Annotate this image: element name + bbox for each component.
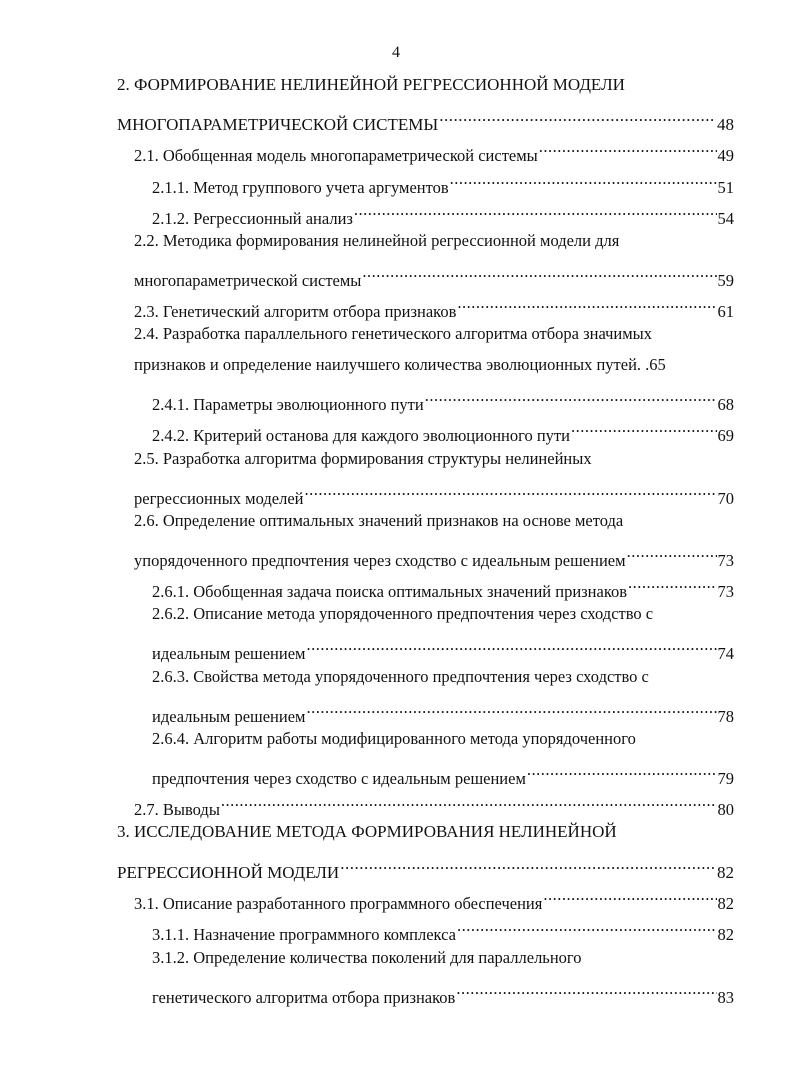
toc-entry: МНОГОПАРАМЕТРИЧЕСКОЙ СИСТЕМЫ ..... 48 xyxy=(117,102,734,130)
leader-dots xyxy=(425,382,717,410)
toc-entry: 2.4.2. Критерий останова для каждого эволюционного пути ..... 69 xyxy=(152,413,734,441)
toc-entry: 3.1. Описание разработанного программного обеспечения ..... 82 xyxy=(134,881,734,909)
toc-entry: 2.4. Разработка параллельного генетического алгоритма отбора значимых xyxy=(134,324,653,343)
toc-entry: 2.1.2. Регрессионный анализ ..... 54 xyxy=(152,196,734,224)
toc-entry: 2.6. Определение оптимальных значений признаков на основе метода xyxy=(134,511,624,530)
toc-entry: 2.4.1. Параметры эволюционного пути ..... 68 xyxy=(152,382,734,410)
toc-entry: 2.3. Генетический алгоритм отбора признаков ..... 61 xyxy=(134,289,734,317)
toc-entry: предпочтения через сходство с идеальным решением ..... 79 xyxy=(152,756,734,784)
leader-dots xyxy=(439,102,716,130)
leader-dots xyxy=(457,289,716,317)
toc-entry: 2.1.1. Метод группового учета аргументов ..... 51 xyxy=(152,165,734,193)
toc-entry: 2.7. Выводы ..... 80 xyxy=(134,787,734,815)
toc-entry: 2.5. Разработка алгоритма формирования структуры нелинейных xyxy=(134,449,592,468)
toc-entry: многопараметрической системы ..... 59 xyxy=(134,258,734,286)
toc-entry: 3. ИССЛЕДОВАНИЕ МЕТОДА ФОРМИРОВАНИЯ НЕЛИНЕЙНОЙ xyxy=(117,822,617,841)
toc-entry: 2.6.4. Алгоритм работы модифицированного метода упорядоченного xyxy=(152,729,636,748)
toc-entry: 2. ФОРМИРОВАНИЕ НЕЛИНЕЙНОЙ РЕГРЕССИОННОЙ МОДЕЛИ xyxy=(117,75,625,94)
leader-dots xyxy=(307,694,717,722)
leader-dots xyxy=(221,787,717,815)
toc-entry: 2.6.3. Свойства метода упорядоченного предпочтения через сходство с xyxy=(152,667,649,686)
leader-dots xyxy=(628,569,716,597)
leader-dots xyxy=(450,165,717,193)
toc-entry: идеальным решением ..... 74 xyxy=(152,631,734,659)
leader-dots xyxy=(305,476,717,504)
toc-entry: идеальным решением ..... 78 xyxy=(152,694,734,722)
toc-entry: 2.6.1. Обобщенная задача поиска оптимальных значений признаков ..... 73 xyxy=(152,569,734,597)
toc-entry: генетического алгоритма отбора признаков ..... 83 xyxy=(152,975,734,1003)
leader-dots xyxy=(627,538,717,566)
toc-entry: 3.1.1. Назначение программного комплекса ..... 82 xyxy=(152,912,734,940)
toc-entry: регрессионных моделей ..... 70 xyxy=(134,476,734,504)
leader-dots xyxy=(354,196,717,224)
toc-entry: 2.6.2. Описание метода упорядоченного предпочтения через сходство с xyxy=(152,604,654,623)
leader-dots xyxy=(457,912,717,940)
leader-dots xyxy=(543,881,716,909)
page-number: 4 xyxy=(392,44,400,61)
toc-entry: 3.1.2. Определение количества поколений для параллельного xyxy=(152,948,582,967)
leader-dots xyxy=(362,258,716,286)
leader-dots xyxy=(307,631,717,659)
toc-entry: 2.1. Обобщенная модель многопараметрической системы ..... 49 xyxy=(134,133,734,161)
leader-dots xyxy=(340,850,716,878)
leader-dots xyxy=(527,756,717,784)
toc-entry: упорядоченного предпочтения через сходство с идеальным решением ..... 73 xyxy=(134,538,734,566)
toc-entry: 2.2. Методика формирования нелинейной регрессионной модели для xyxy=(134,231,620,250)
toc-entry: признаков и определение наилучшего количества эволюционных путей. . 65 xyxy=(134,355,666,374)
leader-dots xyxy=(456,975,716,1003)
leader-dots xyxy=(571,413,717,441)
leader-dots xyxy=(539,133,717,161)
toc-entry: РЕГРЕССИОННОЙ МОДЕЛИ ..... 82 xyxy=(117,850,734,878)
